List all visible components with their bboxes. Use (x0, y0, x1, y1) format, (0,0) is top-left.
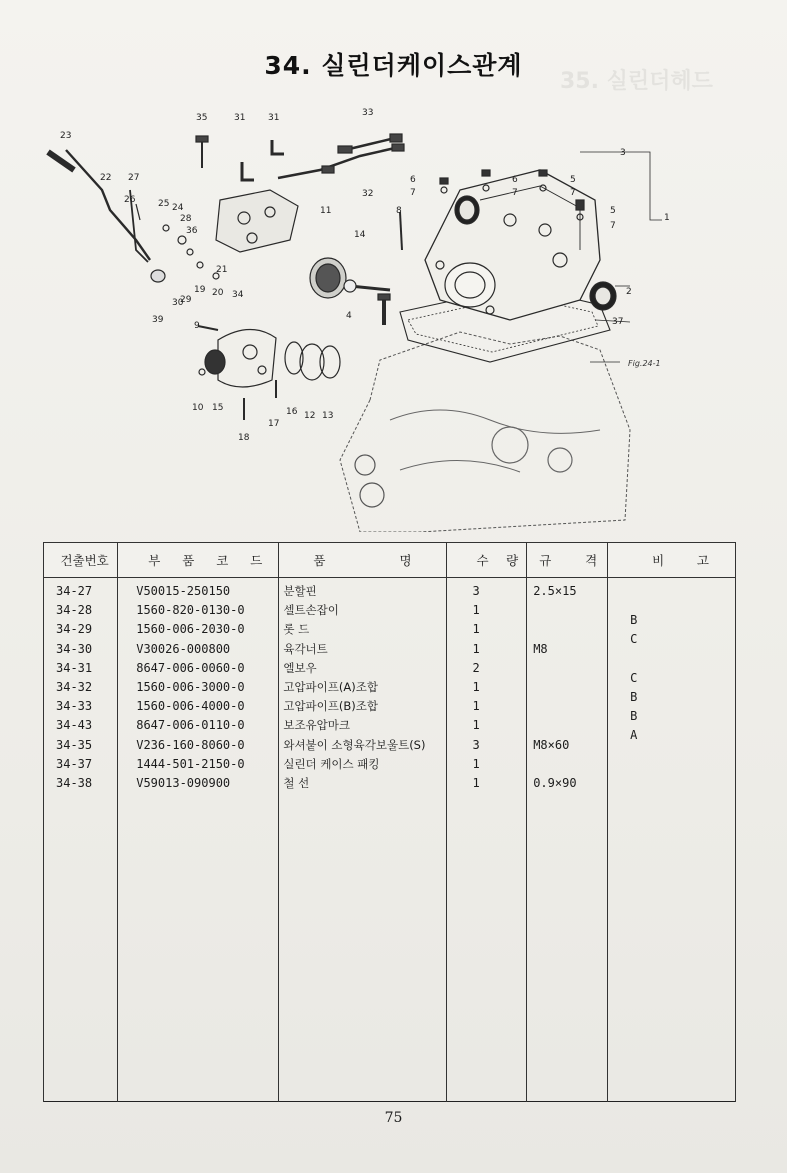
svg-text:2: 2 (626, 287, 632, 297)
svg-text:25: 25 (158, 199, 170, 209)
table-cell: 34-29 (56, 622, 93, 637)
svg-text:5: 5 (610, 206, 616, 216)
table-cell: M8 (533, 641, 548, 656)
table-cell: 2 (472, 660, 480, 675)
table-cell (630, 784, 735, 803)
header-spec: 규 격 (527, 543, 608, 578)
table-cell: 34-27 (56, 584, 93, 598)
table-cell: 34-35 (56, 737, 93, 752)
svg-text:33: 33 (362, 108, 374, 118)
code-column (118, 578, 279, 1102)
table-cell (533, 697, 607, 716)
table-cell: 34-38 (56, 775, 93, 790)
table-cell (533, 716, 607, 735)
svg-text:19: 19 (194, 285, 206, 295)
svg-text:6: 6 (512, 175, 518, 185)
svg-text:23: 23 (60, 131, 72, 141)
svg-text:34: 34 (232, 290, 244, 300)
svg-text:21: 21 (216, 265, 228, 275)
table-cell (533, 601, 607, 620)
table-cell: 1 (472, 718, 480, 733)
table-cell: 1 (472, 699, 480, 714)
table-cell: 보조유압마크 (283, 718, 350, 733)
table-cell: A (630, 728, 638, 743)
table-cell: 셀트손잡이 (283, 603, 339, 618)
table-cell: 1 (472, 641, 480, 656)
table-cell: 육각너트 (283, 641, 328, 656)
header-qty: 수 량 (446, 543, 527, 578)
svg-text:20: 20 (212, 288, 224, 298)
spec-column (527, 578, 608, 1102)
table-cell: 1 (472, 622, 480, 637)
svg-text:7: 7 (570, 188, 576, 198)
svg-text:39: 39 (152, 315, 164, 325)
table-cell: 3 (472, 737, 480, 752)
figure-reference: Fig.24-1 (628, 359, 661, 368)
table-cell: 1 (472, 679, 480, 694)
svg-text:7: 7 (512, 188, 518, 198)
table-cell: 8647-006-0110-0 (136, 718, 245, 733)
table-cell: M8×60 (533, 737, 570, 752)
table-cell: 실린더 케이스 패킹 (283, 756, 380, 771)
table-header-row (44, 543, 736, 578)
remark-column (608, 578, 736, 1102)
table-cell: B (630, 613, 638, 628)
table-cell: 34-30 (56, 641, 93, 656)
table-cell: 1 (472, 603, 480, 618)
table-cell: 1 (472, 775, 480, 790)
table-cell: 분할핀 (283, 584, 317, 598)
table-cell: 와셔붙이 소형육각보울트(S) (283, 737, 426, 752)
table-cell: V59013-090900 (136, 775, 231, 790)
svg-text:37: 37 (612, 317, 624, 327)
table-cell: 1 (472, 756, 480, 771)
svg-text:12: 12 (304, 411, 316, 421)
svg-text:7: 7 (610, 221, 616, 231)
table-cell: 고압파이프(B)조합 (283, 699, 378, 714)
table-cell (630, 765, 735, 784)
svg-text:31: 31 (234, 113, 246, 123)
table-cell: C (630, 670, 638, 685)
svg-text:28: 28 (180, 214, 192, 224)
header-remark: 비 고 (608, 543, 736, 578)
svg-text:13: 13 (322, 411, 334, 421)
table-cell: 고압파이프(A)조합 (283, 679, 378, 694)
table-cell (533, 678, 607, 697)
table-cell: V50015-250150 (136, 584, 231, 598)
table-cell: 3 (472, 584, 480, 598)
table-cell: 34-28 (56, 603, 93, 618)
svg-text:8: 8 (396, 206, 402, 216)
table-cell: 2.5×15 (533, 584, 577, 598)
bleed-through-text: 35. 실린더헤드 (560, 69, 713, 94)
svg-text:27: 27 (128, 173, 140, 183)
svg-text:29: 29 (180, 295, 192, 305)
table-body (44, 578, 736, 1102)
svg-text:24: 24 (172, 203, 184, 213)
svg-text:15: 15 (212, 403, 224, 413)
table-cell: 엘보우 (283, 660, 317, 675)
table-cell: 0.9×90 (533, 775, 577, 790)
table-cell: 1444-501-2150-0 (136, 756, 245, 771)
table-cell (630, 650, 735, 669)
table-cell (533, 659, 607, 678)
page-title: 34. 실린더케이스관계 (264, 51, 523, 80)
number-column (44, 578, 118, 1102)
svg-text:22: 22 (100, 173, 112, 183)
table-cell (630, 746, 735, 765)
svg-text:17: 17 (268, 419, 280, 429)
table-cell: 34-33 (56, 699, 93, 714)
table-cell: 1560-006-2030-0 (136, 622, 245, 637)
table-cell: 34-37 (56, 756, 93, 771)
table-cell: 34-32 (56, 679, 93, 694)
svg-text:16: 16 (286, 407, 298, 417)
name-column (279, 578, 446, 1102)
svg-text:32: 32 (362, 189, 374, 199)
page-number: 75 (384, 1110, 403, 1126)
svg-text:31: 31 (268, 113, 280, 123)
svg-text:36: 36 (186, 226, 198, 236)
table-cell: 롯 드 (283, 622, 310, 637)
table-cell (533, 620, 607, 639)
svg-text:6: 6 (410, 175, 416, 185)
svg-text:9: 9 (194, 321, 200, 331)
svg-text:26: 26 (124, 195, 136, 205)
table-cell (630, 592, 735, 611)
svg-text:14: 14 (354, 230, 366, 240)
table-cell (533, 755, 607, 774)
table-cell: V30026-000800 (136, 641, 231, 656)
parts-table (43, 542, 736, 1102)
qty-column (446, 578, 527, 1102)
header-name: 품 명 (279, 543, 446, 578)
table-cell: 34-31 (56, 660, 93, 675)
svg-text:35: 35 (196, 113, 208, 123)
table-cell: C (630, 632, 638, 647)
table-cell: V236-160-8060-0 (136, 737, 245, 752)
svg-text:4: 4 (346, 311, 352, 321)
svg-text:7: 7 (410, 188, 416, 198)
table-cell: 1560-006-3000-0 (136, 679, 245, 694)
svg-text:3: 3 (620, 148, 626, 158)
svg-text:11: 11 (320, 206, 332, 216)
table-cell: 34-43 (56, 718, 93, 733)
svg-text:18: 18 (238, 433, 250, 443)
svg-text:30: 30 (172, 298, 184, 308)
svg-text:5: 5 (570, 175, 576, 185)
svg-text:10: 10 (192, 403, 204, 413)
header-code: 부 품 코 드 (118, 543, 279, 578)
header-number: 건출번호 (44, 543, 118, 578)
table-cell: B (630, 689, 638, 704)
table-cell: B (630, 709, 638, 724)
exploded-parts-diagram (40, 100, 740, 532)
svg-text:1: 1 (664, 213, 670, 223)
table-cell: 1560-006-4000-0 (136, 699, 245, 714)
table-cell: 8647-006-0060-0 (136, 660, 245, 675)
table-cell: 1560-820-0130-0 (136, 603, 245, 618)
table-cell: 철 선 (283, 775, 310, 790)
